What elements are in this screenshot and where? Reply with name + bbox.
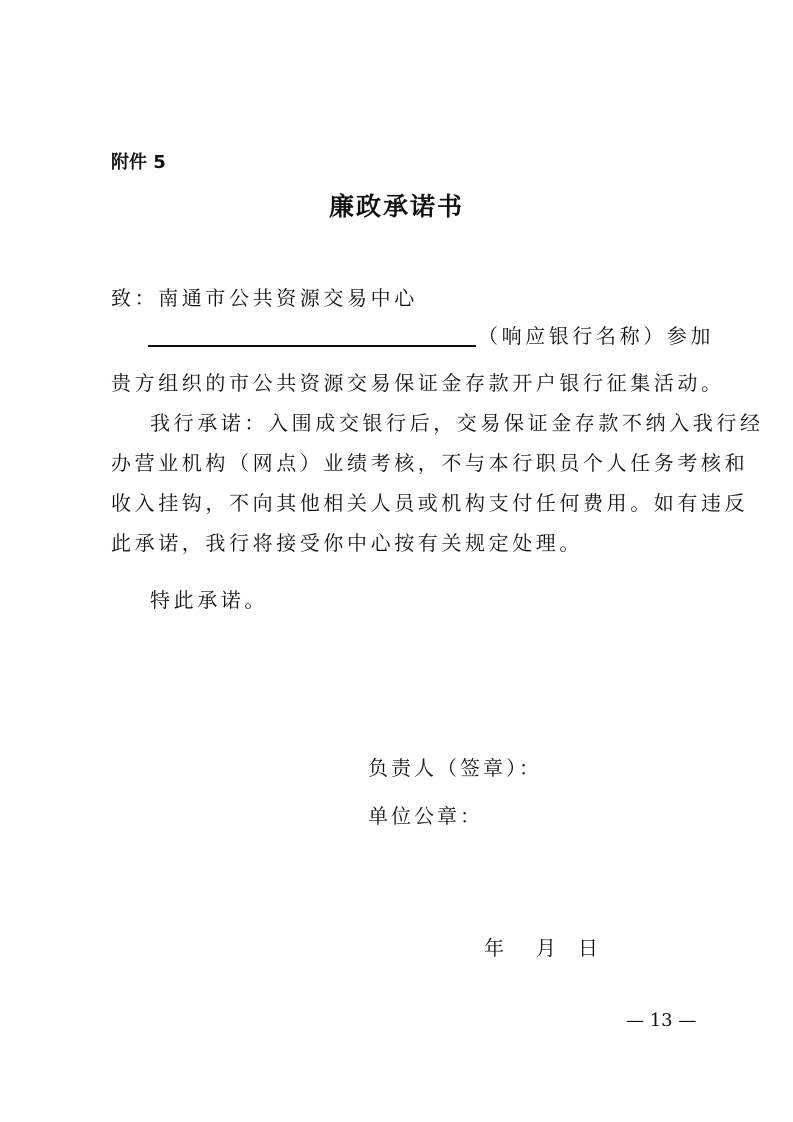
page-number: — 13 —: [626, 1010, 697, 1031]
paragraph-line: 我行承诺：入围成交银行后，交易保证金存款不纳入我行经: [150, 411, 764, 435]
attachment-label: 附件 5: [111, 152, 166, 173]
date-month-label: 月: [536, 936, 556, 960]
paragraph-line: 办营业机构（网点）业绩考核，不与本行职员个人任务考核和: [111, 451, 749, 475]
document-title: 廉政承诺书: [328, 192, 464, 221]
bank-name-blank: [148, 345, 476, 347]
responsible-signature-label: 负责人（签章）：: [368, 756, 542, 780]
closing-line: 特此承诺。: [150, 588, 268, 612]
date-day-label: 日: [578, 936, 598, 960]
unit-seal-label: 单位公章：: [368, 804, 483, 828]
paragraph-line: 贵方组织的市公共资源交易保证金存款开户银行征集活动。: [111, 371, 725, 395]
paragraph-line: 此承诺，我行将接受你中心按有关规定处理。: [111, 531, 583, 555]
date-year-label: 年: [484, 936, 504, 960]
paragraph-line: 收入挂钩，不向其他相关人员或机构支付任何费用。如有违反: [111, 491, 749, 515]
recipient-line: 致：南通市公共资源交易中心: [111, 286, 418, 310]
bank-name-suffix: （响应银行名称）参加: [478, 324, 714, 348]
